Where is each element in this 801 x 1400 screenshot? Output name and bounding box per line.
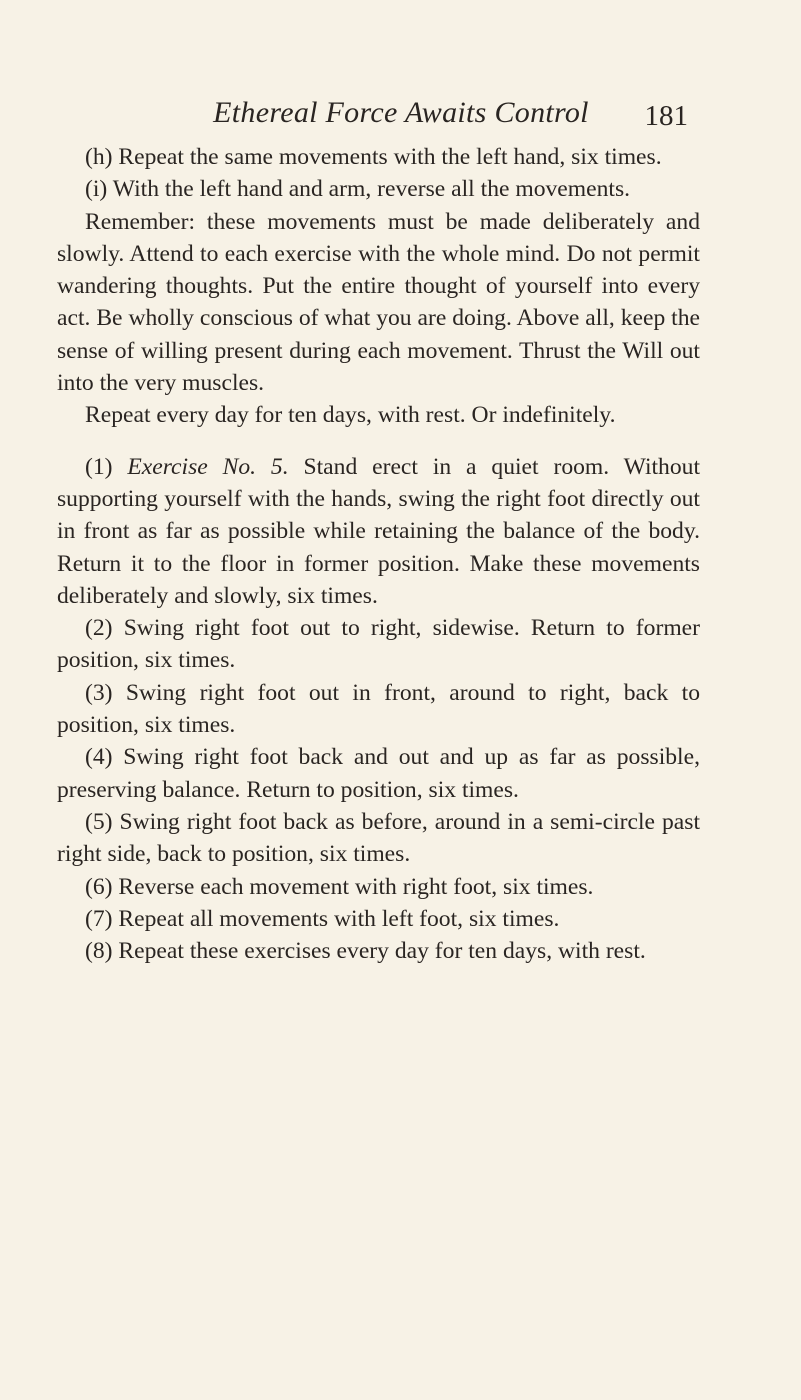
paragraph-text: Repeat every day for ten days, with rest. Or indefinitely. [85,402,616,429]
running-title: Ethereal Force Awaits Control [213,96,589,129]
paragraph-4 [57,741,700,806]
paragraph-exercise-5 [57,451,700,612]
paragraph-repeat [57,399,700,431]
page-number: 181 [644,100,688,132]
item-label: (6) [85,873,113,900]
item-label: (7) [85,905,113,932]
body-text [57,141,700,967]
paragraph-text: Reverse each movement with right foot, six times. [112,873,594,900]
paragraph-7 [57,903,700,935]
paragraph-text: Stand erect in a quiet room. Without supporting yourself with the hands, swing the right foot directly out in front as far as possible while retaining the balance of the body. Return it to the floor in former position. Make these movements deliberately and slowly, six times. [57,453,700,609]
paragraph-i [57,173,700,205]
item-label: (2) [85,615,113,642]
paragraph-6 [57,871,700,903]
item-label: (8) [85,938,113,965]
item-label: (h) [85,144,113,170]
paragraph-text: Swing right foot out to right, sidewise. Return to former position, six times. [57,615,700,674]
paragraph-remember [57,206,700,400]
paragraph-text: With the left hand and arm, reverse all the movements. [107,176,631,203]
item-label: (4) [85,744,113,771]
paragraph-text: Swing right foot back and out and up as far as possible, preserving balance. Return to position, six times. [57,744,700,803]
item-label: (3) [85,679,113,706]
item-label: (1) [85,453,113,480]
paragraph-text: Swing right foot back as before, around in a semi-circle past right side, back to position, six times. [57,808,700,868]
running-header [114,96,688,136]
paragraph-2 [57,612,700,677]
paragraph-text: Repeat all movements with left foot, six times. [112,905,560,932]
paragraph-8 [57,935,700,967]
paragraph-5 [57,806,700,871]
paragraph-text: Repeat these exercises every day for ten days, with rest. [112,938,646,965]
exercise-heading: Exercise No. 5. [112,453,289,480]
item-label: (i) [85,176,108,203]
item-label: (5) [85,808,113,835]
paragraph-text: Swing right foot out in front, around to right, back to position, six times. [57,679,700,739]
paragraph-text: Remember: these movements must be made deliberately and slowly. Attend to each exercise with the whole mind. Do not permit wandering thoughts. Put the entire thought of yourself into every act. Be wholly conscious of what you are doing. Above all, keep the sense of willing present during each movement. Thrust the Will out into the very muscles. [57,208,700,397]
paragraph-text: Repeat the same movements with the left hand, six times. [112,144,662,170]
paragraph-3 [57,677,700,742]
paragraph-h [57,141,700,173]
